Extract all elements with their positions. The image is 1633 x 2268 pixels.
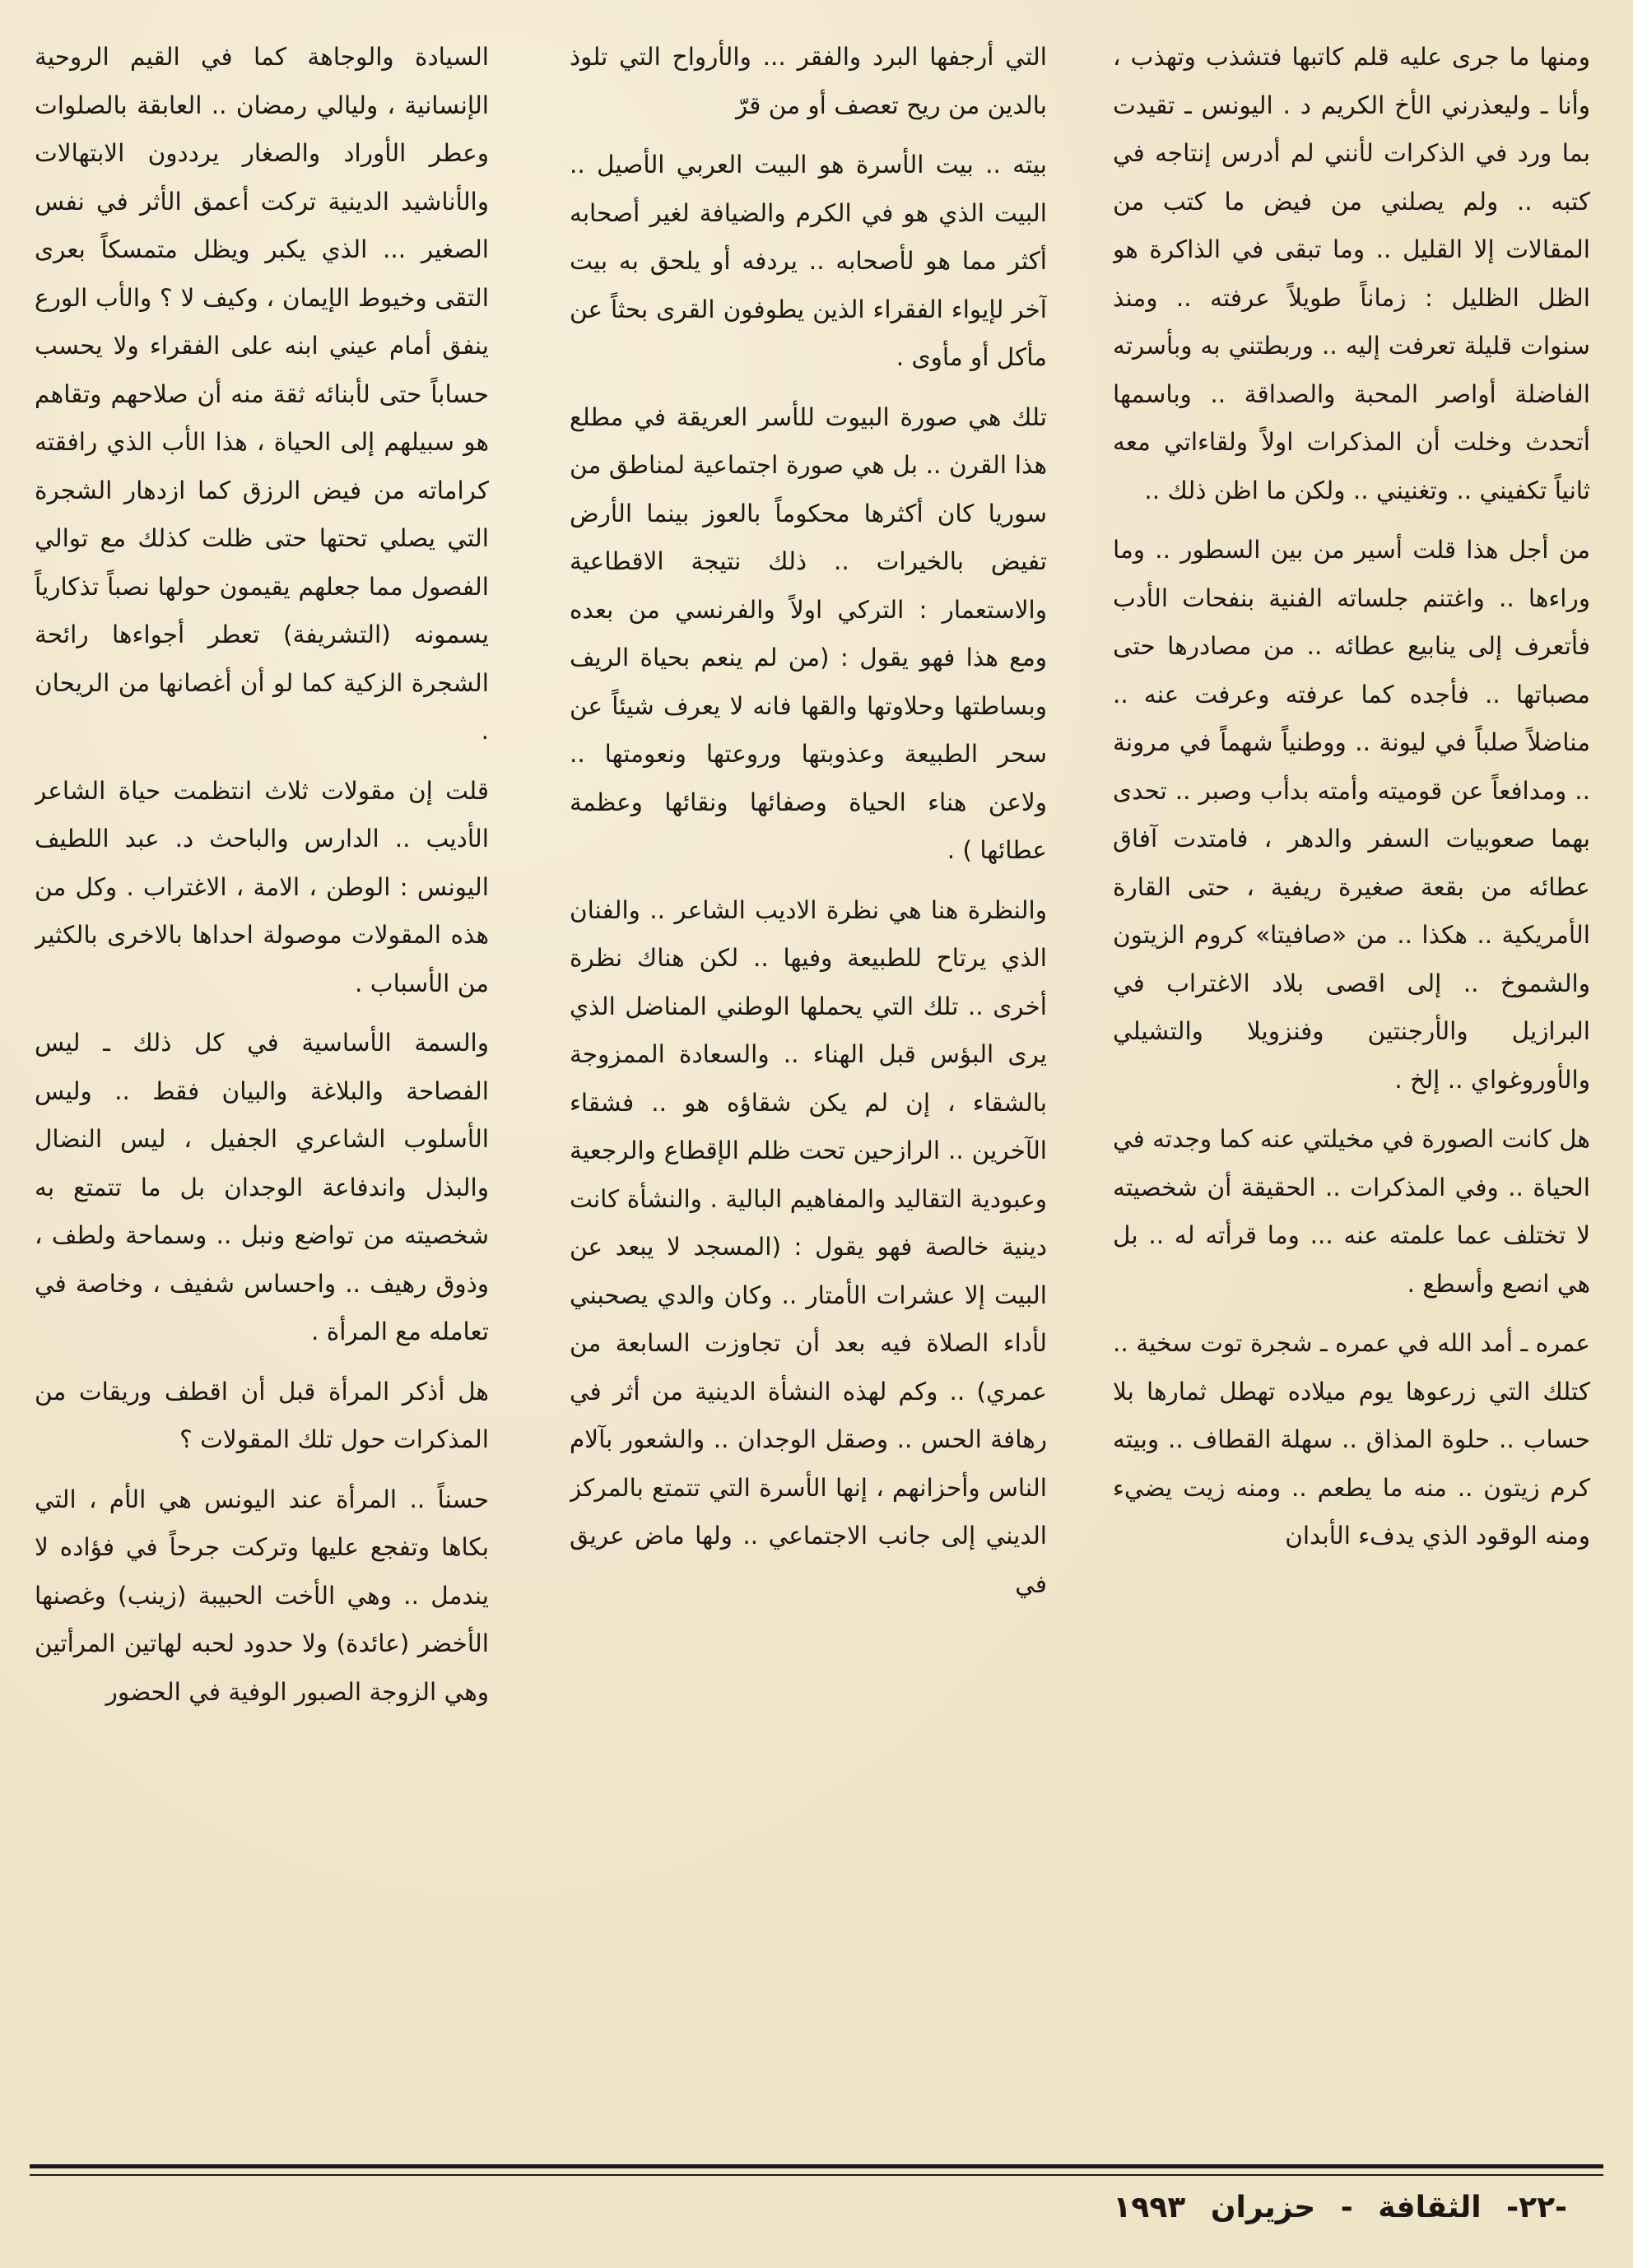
issue-year: ١٩٩٣ (1113, 2191, 1186, 2224)
paragraph: بيته .. بيت الأسرة هو البيت العربي الأصيل .. البيت الذي هو في الكرم والضيافة لغير أصحابه أكثر مما هو لأصحابه .. يردفه أو يلحق به بيت آخر لإيواء الفقراء الذين يطوفون القرى بحثاً عن مأكل أو مأوى . (570, 151, 1047, 371)
text-column-left (35, 33, 489, 2140)
paragraph: والنظرة هنا هي نظرة الاديب الشاعر .. والفنان الذي يرتاح للطبيعة وفيها .. لكن هناك نظرة أخرى .. تلك التي يحملها الوطني المناضل الذي يرى البؤس قبل الهناء .. والسعادة الممزوجة بالشقاء ، إن لم يكن شقاؤه هو .. فشقاء الآخرين .. الرازحين تحت ظلم الإقطاع والرجعية وعبودية التقاليد والمفاهيم البالية . والنشأة كانت دينية خالصة فهو يقول : (المسجد لا يبعد عن البيت إلا عشرات الأمتار .. وكان والدي يصحبني لأداء الصلاة فيه بعد أن تجاوزت السابعة من عمري) .. وكم لهذه النشأة الدينية من أثر في رهافة الحس .. وصقل الوجدان .. والشعور بآلام الناس وأحزانهم ، إنها الأسرة التي تتمتع بالمركز الديني إلى جانب الاجتماعي .. ولها ماض عريق في (570, 895, 1047, 1598)
paragraph: قلت إن مقولات ثلاث انتظمت حياة الشاعر الأديب .. الدارس والباحث د. عبد اللطيف اليونس : الوطن ، الامة ، الاغتراب . وكل من هذه المقولات موصولة احداها بالاخرى بالكثير من الأسباب . (35, 776, 489, 997)
paragraph: من أجل هذا قلت أسير من بين السطور .. وما وراءها .. واغتنم جلساته الفنية بنفحات الأدب فأتعرف إلى ينابيع عطائه .. من مصادرها حتى مصباتها .. فأجده كما عرفته وعرفت عنه .. مناضلاً صلباً في ليونة .. ووطنياً شهماً في مرونة .. ومدافعاً عن قوميته وأمته بدأب وصبر .. تحدى بهما صعوبيات السفر والدهر ، فامتدت آفاق عطائه من بقعة صغيرة ريفية ، حتى القارة الأمريكية .. هكذا .. من «صافيتا» كروم الزيتون والشموخ .. إلى اقصى بلاد الاغتراب في البرازيل والأرجنتين وفنزويلا والتشيلي والأوروغواي .. إلخ . (1113, 536, 1590, 1094)
paragraph: ومنها ما جرى عليه قلم كاتبها فتشذب وتهذب ، وأنا ـ وليعذرني الأخ الكريم د . اليونس ـ تقيدت بما ورد في الذكرات لأنني لم أدرس إنتاجه في كتبه .. ولم يصلني من فيض ما كتب من المقالات إلا القليل .. وما تبقى في الذاكرة هو الظل الظليل : زماناً طويلاً عرفته .. ومنذ سنوات قليلة تعرفت إليه .. وربطتني به وبأسرته الفاضلة أواصر المحبة والصداقة .. وباسمها أتحدث وخلت أن المذكرات اولاً ولقاءاتي معه ثانياً تكفيني .. وتغنيني .. ولكن ما اظن ذلك .. (1113, 43, 1590, 504)
text-column-right (1113, 33, 1590, 2140)
issue-month: حزيران (1210, 2191, 1316, 2224)
footer-divider (30, 2164, 1603, 2168)
paragraph: والسمة الأساسية في كل ذلك ـ ليس الفصاحة والبلاغة والبيان فقط .. وليس الأسلوب الشاعري الجفيل ، ليس النضال والبذل واندفاعة الوجدان بل ما تتمتع به شخصيته من تواضع ونبل .. وسماحة ولطف ، وذوق رهيف .. واحساس شفيف ، وخاصة في تعامله مع المرأة . (35, 1029, 489, 1345)
page-footer (0, 2191, 1633, 2248)
page-number: -٢٢- (1506, 2191, 1567, 2224)
footer-divider-thin (30, 2174, 1603, 2176)
paragraph: التي أرجفها البرد والفقر ... والأرواح التي تلوذ بالدين من ريح تعصف أو من قرّ (570, 43, 1047, 119)
paragraph: هل كانت الصورة في مخيلتي عنه كما وجدته في الحياة .. وفي المذكرات .. الحقيقة أن شخصيته لا تختلف عما علمته عنه ... وما قرأته له .. بل هي انصع وأسطع . (1113, 1125, 1590, 1298)
paragraph: حسناً .. المرأة عند اليونس هي الأم ، التي بكاها وتفجع عليها وتركت جرحاً في فؤاده لا يندمل .. وهي الأخت الحبيبة (زينب) وغصنها الأخضر (عائدة) ولا حدود لحبه لهاتين المرأتين وهي الزوجة الصبور الوفية في الحضور (35, 1485, 489, 1706)
paragraph: السيادة والوجاهة كما في القيم الروحية الإنسانية ، وليالي رمضان .. العابقة بالصلوات وعطر الأوراد والصغار يرددون الابتهالات والأناشيد الدينية تركت أعمق الأثر في نفس الصغير ... الذي يكبر ويظل متمسكاً بعرى التقى وخيوط الإيمان ، وكيف لا ؟ والأب الورع ينفق أمام عيني ابنه على الفقراء ولا يحسب حساباً حتى لأبنائه ثقة منه أن صلاحهم وتقاهم هو سبيلهم إلى الحياة ، هذا الأب الذي رافقته كراماته من فيض الرزق كما ازدهار الشجرة التي يصلي تحتها حتى ظلت كذلك مع توالي الفصول مما جعلهم يقيمون حولها نصباً تذكارياً يسمونه (التشريفة) تعطر أجواءها رائحة الشجرة الزكية كما لو أن أغصانها من الريحان . (35, 43, 489, 745)
paragraph: هل أذكر المرأة قبل أن اقطف وريقات من المذكرات حول تلك المقولات ؟ (35, 1377, 489, 1453)
text-column-middle (570, 33, 1047, 2140)
magazine-name: الثقافة (1378, 2191, 1482, 2224)
paragraph: عمره ـ أمد الله في عمره ـ شجرة توت سخية .. كتلك التي زرعوها يوم ميلاده تهطل ثمارها بلا حساب .. حلوة المذاق .. سهلة القطاف .. وبيته كرم زيتون .. منه ما يطعم .. ومنه زيت يضيء ومنه الوقود الذي يدفء الأبدان (1113, 1329, 1590, 1550)
footer-separator: - (1340, 2191, 1353, 2224)
footer-text (1098, 2191, 1567, 2224)
paragraph: تلك هي صورة البيوت للأسر العريقة في مطلع هذا القرن .. بل هي صورة اجتماعية لمناطق من سوريا كان أكثرها محكوماً بالعوز بينما الأرض تفيض بالخيرات .. ذلك نتيجة الاقطاعية والاستعمار : التركي اولاً والفرنسي من بعده ومع هذا فهو يقول : (من لم ينعم بحياة الريف وبساطتها وحلاوتها والقها فانه لا يعرف شيئاً عن سحر الطبيعة وعذوبتها وروعتها ونعومتها .. ولاعن هناء الحياة وصفائها ونقائها وعظمة عطائها ) . (570, 402, 1047, 864)
